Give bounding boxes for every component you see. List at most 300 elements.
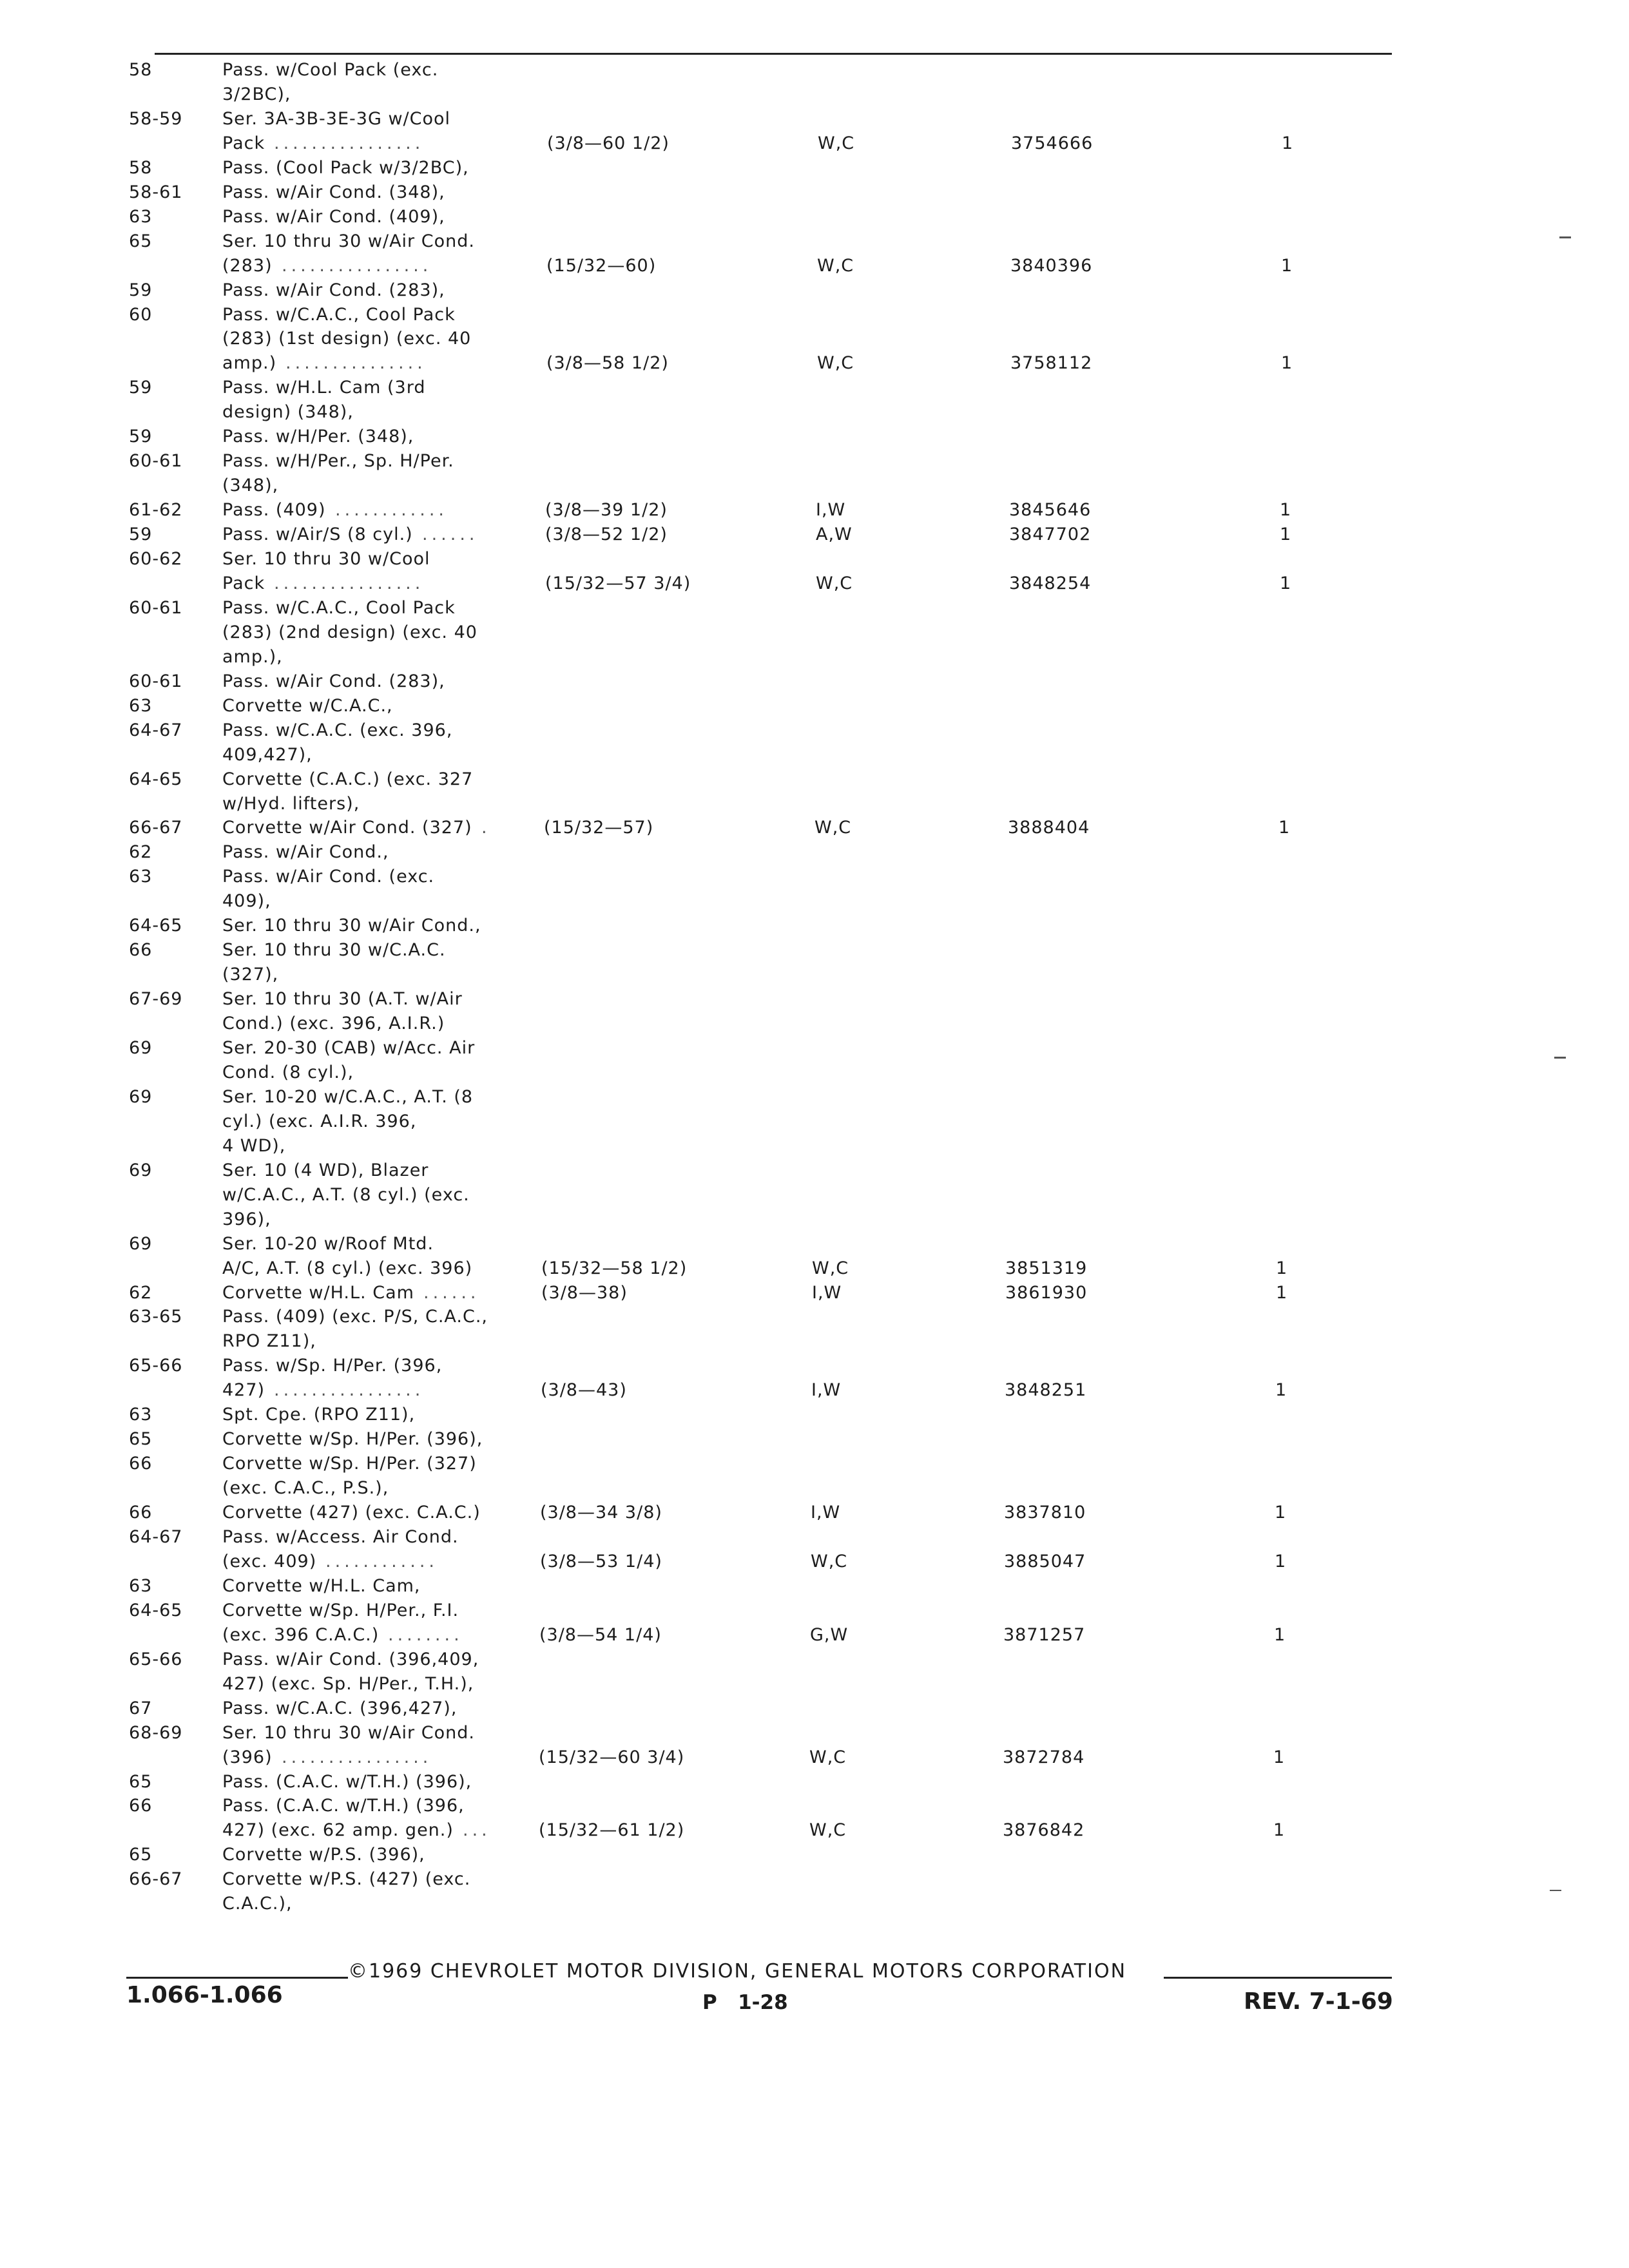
dot-leader: ................ bbox=[274, 133, 425, 153]
dot-leader: ............ bbox=[335, 500, 448, 520]
revision-date: REV. 7-1-69 bbox=[1244, 1988, 1393, 2015]
application-code-cell: I,W bbox=[816, 500, 846, 520]
year-cell: 59 bbox=[129, 524, 153, 544]
part-number-cell: 3871257 bbox=[1003, 1625, 1086, 1645]
year-cell: 64-65 bbox=[129, 1600, 183, 1620]
application-code-cell bbox=[810, 1672, 913, 1696]
year-cell: 66 bbox=[129, 1796, 153, 1816]
description-cell: Pass. w/Cool Pack (exc. bbox=[222, 60, 439, 80]
application-code-cell: W,C bbox=[809, 1820, 847, 1840]
application-code-cell bbox=[815, 694, 918, 718]
size-cell bbox=[539, 1696, 694, 1721]
application-code-cell bbox=[812, 1232, 915, 1256]
application-code-cell bbox=[818, 156, 921, 180]
description-cell: Pass. (409) (exc. P/S, C.A.C., bbox=[222, 1307, 488, 1327]
year-cell: 66 bbox=[129, 1503, 153, 1523]
part-number-cell: 3848254 bbox=[1009, 573, 1092, 593]
application-code-cell bbox=[809, 1867, 912, 1892]
application-code-cell bbox=[813, 987, 916, 1012]
size-cell bbox=[546, 278, 701, 303]
year-cell bbox=[129, 1476, 219, 1501]
part-number-cell bbox=[1003, 1721, 1170, 1745]
quantity-cell bbox=[1275, 1427, 1314, 1452]
year-cell bbox=[129, 1207, 219, 1232]
description-cell: 409), bbox=[222, 891, 271, 911]
description-cell: Corvette w/Sp. H/Per., F.I. bbox=[222, 1600, 459, 1620]
description-cell: Corvette w/H.L. Cam bbox=[222, 1283, 414, 1303]
size-cell bbox=[543, 1036, 697, 1061]
size-cell bbox=[543, 1085, 697, 1110]
part-number-cell: 3885047 bbox=[1004, 1552, 1086, 1571]
size-cell bbox=[538, 1843, 693, 1867]
description-cell: Corvette w/P.S. (396), bbox=[222, 1845, 425, 1865]
part-number-cell bbox=[1007, 1061, 1174, 1085]
quantity-cell bbox=[1279, 620, 1318, 645]
year-cell bbox=[129, 572, 219, 596]
size-cell bbox=[547, 156, 702, 180]
size-cell bbox=[545, 547, 700, 572]
quantity-cell bbox=[1278, 767, 1317, 792]
year-cell bbox=[129, 327, 219, 351]
quantity-cell bbox=[1282, 229, 1320, 254]
application-code-cell bbox=[812, 1329, 915, 1354]
part-number-cell bbox=[1006, 1183, 1173, 1207]
size-cell bbox=[540, 1525, 695, 1550]
year-cell: 58-61 bbox=[129, 182, 183, 202]
quantity-cell bbox=[1280, 596, 1318, 620]
application-code-cell: W,C bbox=[817, 256, 854, 276]
quantity-cell bbox=[1279, 694, 1318, 718]
year-cell bbox=[129, 1892, 219, 1916]
description-cell: Ser. 10 thru 30 w/Air Cond. bbox=[222, 231, 475, 251]
year-cell bbox=[129, 1110, 219, 1134]
dot-leader: ............ bbox=[325, 1552, 438, 1571]
size-cell bbox=[542, 1183, 697, 1207]
description-cell: design) (348), bbox=[222, 402, 354, 422]
size-cell: (15/32—60 3/4) bbox=[539, 1747, 685, 1767]
quantity-cell bbox=[1282, 180, 1320, 205]
quantity-cell: 1 bbox=[1281, 256, 1293, 276]
year-cell: 60-62 bbox=[129, 549, 183, 569]
year-cell: 60-61 bbox=[129, 451, 183, 471]
part-number-cell bbox=[1009, 596, 1177, 620]
application-code-cell bbox=[818, 82, 921, 107]
quantity-cell bbox=[1274, 1648, 1313, 1672]
part-number-cell bbox=[1011, 180, 1179, 205]
size-cell bbox=[541, 1354, 695, 1378]
part-number-cell: 3837810 bbox=[1004, 1503, 1086, 1523]
part-number-cell bbox=[1005, 1427, 1172, 1452]
year-cell: 58-59 bbox=[129, 109, 183, 129]
size-cell bbox=[546, 425, 700, 449]
size-cell bbox=[543, 1012, 697, 1036]
size-cell bbox=[543, 1061, 697, 1085]
year-cell: 69 bbox=[129, 1234, 153, 1254]
size-cell: (15/32—57) bbox=[544, 818, 654, 838]
application-code-cell bbox=[818, 205, 921, 229]
dot-leader: ................ bbox=[282, 256, 432, 276]
description-cell: cyl.) (exc. A.I.R. 396, bbox=[222, 1111, 417, 1131]
application-code-cell bbox=[816, 425, 920, 449]
year-cell: 59 bbox=[129, 280, 153, 300]
part-number-cell bbox=[1003, 1599, 1171, 1623]
part-number-cell bbox=[1003, 1770, 1170, 1794]
year-cell bbox=[129, 400, 219, 425]
description-cell: Ser. 3A-3B-3E-3G w/Cool bbox=[222, 109, 451, 129]
description-cell: Pass. (C.A.C. w/T.H.) (396, bbox=[222, 1796, 465, 1816]
year-cell: 64-65 bbox=[129, 916, 183, 936]
part-number-cell bbox=[1007, 1085, 1174, 1110]
quantity-cell bbox=[1275, 1476, 1313, 1501]
description-cell: Corvette w/Air Cond. (327) bbox=[222, 818, 472, 838]
part-number-cell bbox=[1008, 792, 1175, 816]
quantity-cell bbox=[1280, 547, 1318, 572]
quantity-cell bbox=[1275, 1354, 1314, 1378]
part-number-cell bbox=[1007, 963, 1175, 987]
application-code-cell bbox=[813, 1110, 916, 1134]
quantity-cell bbox=[1275, 1574, 1313, 1599]
quantity-cell bbox=[1278, 840, 1317, 865]
application-code-cell: G,W bbox=[810, 1625, 849, 1645]
application-code-cell: W,C bbox=[818, 133, 855, 153]
part-number-cell bbox=[1011, 156, 1179, 180]
application-code-cell: W,C bbox=[816, 573, 853, 593]
year-cell bbox=[129, 1550, 219, 1574]
year-cell: 65 bbox=[129, 1429, 153, 1449]
part-number-cell bbox=[1012, 107, 1179, 131]
quantity-cell: 1 bbox=[1280, 524, 1292, 544]
description-cell: Corvette w/P.S. (427) (exc. bbox=[222, 1869, 471, 1889]
size-cell bbox=[545, 596, 700, 620]
year-cell: 64-67 bbox=[129, 720, 183, 740]
quantity-cell: 1 bbox=[1273, 1747, 1286, 1767]
description-cell: Pass. w/C.A.C., Cool Pack bbox=[222, 305, 456, 325]
margin-mark bbox=[1550, 1890, 1561, 1891]
description-cell: w/C.A.C., A.T. (8 cyl.) (exc. bbox=[222, 1185, 470, 1205]
quantity-cell bbox=[1278, 889, 1316, 914]
description-cell: 427) (exc. Sp. H/Per., T.H.), bbox=[222, 1674, 474, 1694]
page-number: P 1-28 bbox=[702, 1991, 788, 2014]
quantity-cell bbox=[1277, 1012, 1316, 1036]
size-cell bbox=[539, 1648, 694, 1672]
quantity-cell bbox=[1277, 1158, 1315, 1183]
year-cell: 63 bbox=[129, 207, 153, 227]
year-cell bbox=[129, 1818, 219, 1843]
application-code-cell bbox=[815, 840, 918, 865]
part-number-cell bbox=[1005, 1232, 1173, 1256]
quantity-cell: 1 bbox=[1274, 1625, 1286, 1645]
size-cell bbox=[545, 669, 699, 694]
quantity-cell bbox=[1282, 82, 1321, 107]
quantity-cell bbox=[1278, 865, 1316, 889]
size-cell bbox=[544, 840, 699, 865]
size-cell bbox=[548, 82, 702, 107]
description-cell: 427) (exc. 62 amp. gen.) bbox=[222, 1820, 454, 1840]
part-number-cell bbox=[1007, 865, 1175, 889]
application-code-cell bbox=[816, 474, 920, 498]
size-cell bbox=[546, 376, 700, 400]
year-cell bbox=[129, 889, 219, 914]
application-code-cell bbox=[816, 449, 920, 474]
description-cell: Pass. (C.A.C. w/T.H.) (396), bbox=[222, 1772, 472, 1792]
part-number-cell bbox=[1008, 718, 1176, 743]
part-number-cell bbox=[1010, 474, 1177, 498]
quantity-cell bbox=[1274, 1599, 1313, 1623]
part-number-cell bbox=[1007, 987, 1174, 1012]
year-cell: 65 bbox=[129, 1845, 153, 1865]
application-code-cell bbox=[810, 1696, 913, 1721]
part-number-cell bbox=[1007, 914, 1175, 938]
quantity-cell bbox=[1277, 1134, 1315, 1158]
description-cell: Pass. w/Air Cond. (409), bbox=[222, 207, 445, 227]
size-cell bbox=[543, 938, 698, 963]
size-cell bbox=[545, 620, 699, 645]
application-code-cell: I,W bbox=[812, 1283, 842, 1303]
application-code-cell bbox=[818, 180, 921, 205]
part-number-cell bbox=[1009, 547, 1177, 572]
year-cell bbox=[129, 474, 219, 498]
part-number-cell: 3848251 bbox=[1005, 1380, 1087, 1400]
application-code-cell bbox=[809, 1843, 912, 1867]
year-cell bbox=[129, 254, 219, 278]
size-cell bbox=[547, 229, 702, 254]
size-cell bbox=[545, 645, 699, 669]
description-cell: Pass. w/Air Cond. (348), bbox=[222, 182, 445, 202]
quantity-cell bbox=[1278, 938, 1316, 963]
quantity-cell bbox=[1278, 792, 1317, 816]
size-cell bbox=[541, 1305, 696, 1329]
part-number-cell: 3840396 bbox=[1010, 256, 1093, 276]
year-cell bbox=[129, 792, 219, 816]
year-cell: 62 bbox=[129, 1283, 153, 1303]
description-cell: w/Hyd. lifters), bbox=[222, 794, 360, 814]
size-cell bbox=[542, 1158, 697, 1183]
year-cell: 65 bbox=[129, 231, 153, 251]
quantity-cell: 1 bbox=[1275, 1552, 1287, 1571]
application-code-cell bbox=[814, 889, 917, 914]
quantity-cell bbox=[1276, 1329, 1315, 1354]
quantity-cell bbox=[1277, 1036, 1316, 1061]
quantity-cell bbox=[1282, 156, 1320, 180]
quantity-cell bbox=[1280, 449, 1319, 474]
part-number-cell bbox=[1008, 669, 1176, 694]
footer-rule-left bbox=[126, 1977, 348, 1979]
description-cell: (exc. C.A.C., P.S.), bbox=[222, 1478, 389, 1498]
part-number-cell bbox=[1008, 620, 1176, 645]
size-cell bbox=[541, 1403, 695, 1427]
size-cell: (3/8—34 3/8) bbox=[540, 1503, 662, 1523]
quantity-cell bbox=[1273, 1721, 1312, 1745]
application-code-cell bbox=[815, 767, 918, 792]
quantity-cell bbox=[1282, 107, 1321, 131]
description-cell: Pass. (Cool Pack w/3/2BC), bbox=[222, 158, 469, 178]
dot-leader: ........ bbox=[388, 1625, 463, 1645]
year-cell bbox=[129, 82, 219, 107]
description-cell: (283) (1st design) (exc. 40 bbox=[222, 329, 472, 349]
quantity-cell bbox=[1277, 987, 1316, 1012]
year-cell: 59 bbox=[129, 378, 153, 398]
part-number-cell bbox=[1008, 840, 1175, 865]
quantity-cell bbox=[1277, 1207, 1315, 1232]
description-cell: Ser. 10 thru 30 w/Air Cond. bbox=[222, 1723, 475, 1743]
year-cell: 61-62 bbox=[129, 500, 183, 520]
size-cell bbox=[548, 107, 702, 131]
size-cell bbox=[540, 1476, 695, 1501]
size-cell bbox=[546, 303, 701, 327]
application-code-cell bbox=[813, 1036, 916, 1061]
year-cell: 66-67 bbox=[129, 1869, 183, 1889]
part-number-cell: 3876842 bbox=[1003, 1820, 1085, 1840]
application-code-cell bbox=[815, 620, 918, 645]
quantity-cell: 1 bbox=[1273, 1820, 1286, 1840]
description-cell: (283) bbox=[222, 256, 273, 276]
part-number-cell bbox=[1003, 1648, 1171, 1672]
application-code-cell bbox=[818, 58, 921, 82]
year-cell: 63 bbox=[129, 1405, 153, 1425]
quantity-cell bbox=[1275, 1525, 1313, 1550]
dot-leader: . bbox=[481, 818, 491, 838]
part-number-cell bbox=[1008, 694, 1176, 718]
part-number-cell: 3851319 bbox=[1005, 1258, 1088, 1278]
dot-leader: ...... bbox=[422, 524, 479, 544]
year-cell: 68-69 bbox=[129, 1723, 183, 1743]
quantity-cell bbox=[1280, 474, 1319, 498]
application-code-cell bbox=[813, 1183, 916, 1207]
application-code-cell: A,W bbox=[816, 524, 853, 544]
quantity-cell bbox=[1274, 1672, 1313, 1696]
quantity-cell bbox=[1273, 1794, 1312, 1818]
size-cell bbox=[543, 865, 698, 889]
part-number-cell bbox=[1007, 1012, 1174, 1036]
year-cell: 69 bbox=[129, 1038, 153, 1058]
year-cell bbox=[129, 1256, 219, 1281]
description-cell: Pass. w/Air Cond. (283), bbox=[222, 280, 445, 300]
part-number-cell bbox=[1006, 1134, 1173, 1158]
year-cell: 69 bbox=[129, 1160, 153, 1180]
quantity-cell bbox=[1279, 718, 1318, 743]
quantity-cell bbox=[1279, 645, 1318, 669]
quantity-cell: 1 bbox=[1275, 1380, 1287, 1400]
part-number-cell: 3754666 bbox=[1011, 133, 1094, 153]
size-cell bbox=[548, 58, 702, 82]
copyright-notice: ©1969 CHEVROLET MOTOR DIVISION, GENERAL MOTORS CORPORATION bbox=[348, 1960, 1127, 1983]
application-code-cell bbox=[811, 1476, 914, 1501]
quantity-cell bbox=[1281, 303, 1320, 327]
application-code-cell: W,C bbox=[817, 353, 854, 373]
quantity-cell bbox=[1282, 205, 1320, 229]
application-code-cell bbox=[814, 914, 917, 938]
part-number-cell bbox=[1002, 1867, 1170, 1892]
description-cell: Corvette w/Sp. H/Per. (396), bbox=[222, 1429, 483, 1449]
part-number-cell bbox=[1006, 1110, 1173, 1134]
description-cell: Ser. 20-30 (CAB) w/Acc. Air bbox=[222, 1038, 476, 1058]
part-number-cell bbox=[1003, 1696, 1171, 1721]
year-cell: 58 bbox=[129, 60, 153, 80]
application-code-cell bbox=[816, 596, 919, 620]
quantity-cell: 1 bbox=[1282, 133, 1294, 153]
size-cell bbox=[544, 767, 699, 792]
year-cell: 65-66 bbox=[129, 1356, 183, 1376]
description-cell: Ser. 10 thru 30 (A.T. w/Air bbox=[222, 989, 463, 1009]
year-cell: 60-61 bbox=[129, 671, 183, 691]
part-number-cell bbox=[1010, 425, 1177, 449]
part-number-cell bbox=[1005, 1354, 1172, 1378]
year-cell: 63 bbox=[129, 1576, 153, 1596]
application-code-cell bbox=[811, 1354, 914, 1378]
year-cell: 69 bbox=[129, 1087, 153, 1107]
quantity-cell bbox=[1281, 278, 1320, 303]
quantity-cell bbox=[1281, 327, 1320, 351]
application-code-cell bbox=[809, 1721, 912, 1745]
application-code-cell bbox=[809, 1794, 912, 1818]
description-cell: Pass. w/C.A.C., Cool Pack bbox=[222, 598, 456, 618]
part-number-cell: 3872784 bbox=[1003, 1747, 1085, 1767]
size-cell bbox=[539, 1721, 693, 1745]
quantity-cell bbox=[1273, 1770, 1312, 1794]
description-cell: Pass. w/Air Cond., bbox=[222, 842, 389, 862]
quantity-cell bbox=[1280, 425, 1319, 449]
description-cell: Pass. w/H/Per. (348), bbox=[222, 427, 414, 447]
year-cell: 60 bbox=[129, 305, 153, 325]
part-number-cell bbox=[1007, 889, 1175, 914]
part-number-cell: 3845646 bbox=[1009, 500, 1092, 520]
application-code-cell bbox=[809, 1892, 912, 1916]
size-cell: (15/32—61 1/2) bbox=[539, 1820, 685, 1840]
description-cell: Corvette w/H.L. Cam, bbox=[222, 1576, 421, 1596]
application-code-cell bbox=[813, 1085, 916, 1110]
application-code-cell bbox=[817, 303, 920, 327]
dot-leader: ............... bbox=[285, 353, 427, 373]
year-cell bbox=[129, 1623, 219, 1648]
year-cell: 65 bbox=[129, 1772, 153, 1792]
application-code-cell bbox=[816, 376, 920, 400]
size-cell bbox=[546, 400, 700, 425]
dot-leader: ................ bbox=[282, 1747, 432, 1767]
size-cell: (3/8—39 1/2) bbox=[545, 500, 668, 520]
quantity-cell: 1 bbox=[1276, 1283, 1288, 1303]
year-cell bbox=[129, 1012, 219, 1036]
quantity-cell bbox=[1274, 1696, 1313, 1721]
description-cell: Corvette (427) (exc. C.A.C.) bbox=[222, 1503, 481, 1523]
year-cell: 58 bbox=[129, 158, 153, 178]
part-number-cell bbox=[1010, 449, 1177, 474]
application-code-cell bbox=[813, 1061, 916, 1085]
size-cell bbox=[542, 1110, 697, 1134]
quantity-cell bbox=[1276, 1232, 1315, 1256]
size-cell bbox=[541, 1452, 695, 1476]
description-cell: 396), bbox=[222, 1209, 271, 1229]
description-cell: (396) bbox=[222, 1747, 273, 1767]
size-cell: (3/8—43) bbox=[541, 1380, 627, 1400]
description-cell: Pass. w/Air Cond. (exc. bbox=[222, 867, 435, 887]
description-cell: 3/2BC), bbox=[222, 84, 291, 104]
description-cell: Spt. Cpe. (RPO Z11), bbox=[222, 1405, 416, 1425]
part-number-cell bbox=[1004, 1525, 1171, 1550]
application-code-cell bbox=[816, 547, 919, 572]
size-cell bbox=[547, 205, 702, 229]
part-number-cell bbox=[1011, 205, 1179, 229]
description-cell: Cond. (8 cyl.), bbox=[222, 1062, 354, 1082]
quantity-cell: 1 bbox=[1280, 573, 1292, 593]
application-code-cell bbox=[817, 327, 920, 351]
quantity-cell bbox=[1277, 1085, 1316, 1110]
year-cell: 65-66 bbox=[129, 1649, 183, 1669]
description-cell: Corvette w/Sp. H/Per. (327) bbox=[222, 1454, 477, 1474]
size-cell bbox=[541, 1329, 696, 1354]
part-number-cell bbox=[1010, 400, 1177, 425]
part-number-cell bbox=[1010, 303, 1178, 327]
description-cell: 427) bbox=[222, 1380, 265, 1400]
